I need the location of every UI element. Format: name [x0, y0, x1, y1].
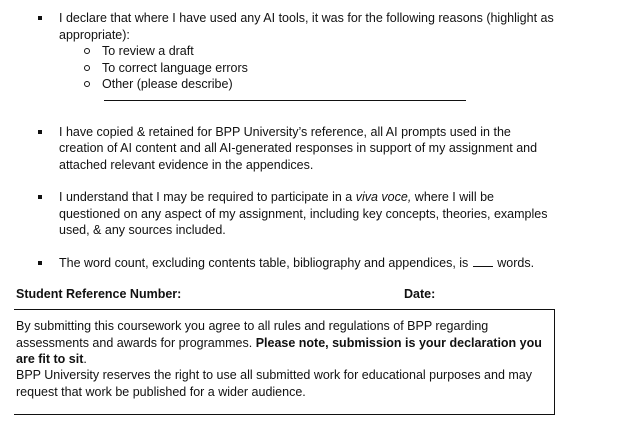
notice-end-text: . — [83, 352, 87, 366]
square-bullet-icon — [38, 261, 42, 265]
declaration-list — [38, 10, 558, 271]
word-count-blank[interactable] — [473, 256, 493, 267]
square-bullet-icon — [38, 130, 42, 134]
option-review-draft — [83, 43, 558, 60]
other-description-line[interactable] — [104, 100, 466, 101]
declaration-viva-voce — [38, 189, 558, 239]
square-bullet-icon — [38, 16, 42, 20]
square-bullet-icon — [38, 195, 42, 199]
option-correct-language — [83, 60, 558, 77]
notice-regular-text: By submitting this coursework you agree to all rules and regulations of BPP regarding assessments and awards for programmes. — [16, 319, 489, 350]
word-count-text-after: words. — [497, 255, 535, 270]
declaration-prompts-retained — [38, 124, 558, 174]
ai-reasons-options — [83, 43, 558, 93]
submission-notice-text — [16, 318, 550, 368]
declaration-ai-reasons — [38, 10, 558, 101]
viva-text-before: I understand that I may be required to participate in a — [59, 190, 356, 204]
word-count-text-before: The word count, excluding contents table, bibliography and appendices, is — [59, 255, 469, 270]
option-label: To correct language errors — [102, 60, 248, 75]
viva-text-after: where I will be questioned on any aspect of my assignment, including key concepts, theories, examples used, & any sources included. — [59, 190, 548, 237]
student-ref-label: Student Reference Number: — [16, 287, 182, 301]
circle-bullet-icon — [84, 65, 90, 71]
viva-text-italic: viva voce, — [355, 190, 412, 204]
prompts-retained-text: I have copied & retained for BPP University’s reference, all AI prompts used in the creation of AI content and all AI-generated responses in support of my assignment and attached relevant evidence in the appendices. — [59, 124, 538, 172]
date-label: Date: — [404, 287, 436, 301]
ai-reasons-text: I declare that where I have used any AI tools, it was for the following reasons (highlight as appropriate): — [59, 11, 554, 42]
declaration-word-count — [38, 255, 558, 272]
notice-bold-text: Please note, submission is your declaration you are fit to sit — [16, 335, 542, 366]
submission-notice-box — [14, 309, 555, 415]
option-label: To review a draft — [102, 44, 194, 58]
student-reference-row — [16, 286, 554, 303]
option-label: Other (please describe) — [102, 77, 233, 91]
usage-rights-text: BPP University reserves the right to use all submitted work for educational purposes and may request that work be published for a wider audience. — [16, 368, 532, 399]
circle-bullet-icon — [84, 48, 90, 54]
option-other — [83, 76, 558, 93]
circle-bullet-icon — [84, 81, 90, 87]
